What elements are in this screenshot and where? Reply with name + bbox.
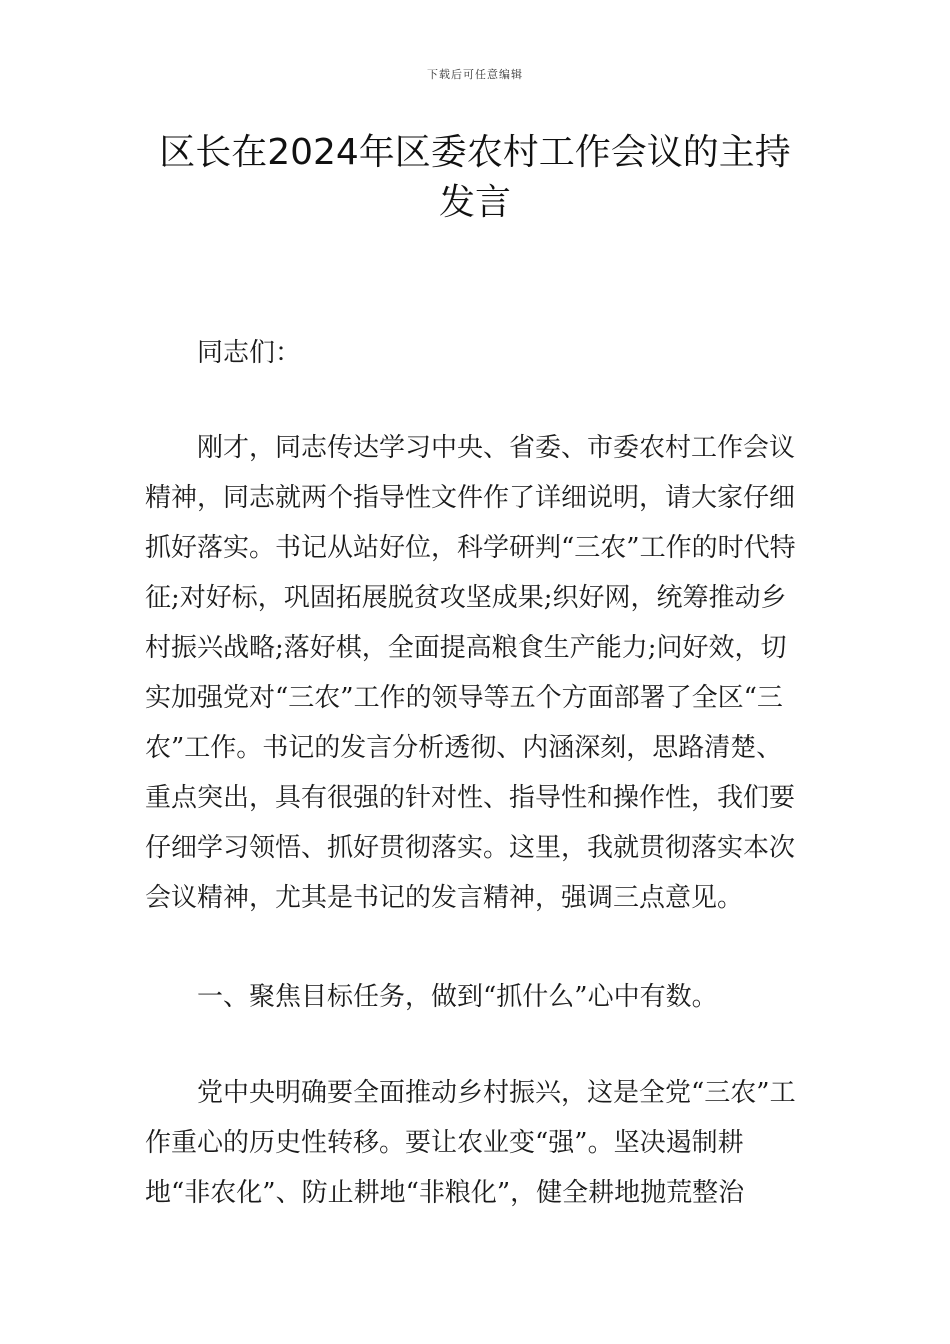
document-title: 区长在2024年区委农村工作会议的主持发言: [159, 132, 791, 223]
section-heading: 一、聚焦目标任务，做到“抓什么”心中有数。: [197, 982, 718, 1012]
paragraph: 党中央明确要全面推动乡村振兴，这是全党“三农”工作重心的历史性转移。要让农业变“强”。坚决遏制耕地“非农化”、防止耕地“非粮化”，健全耕地抛荒整治: [145, 1078, 796, 1208]
greeting: 同志们：: [197, 338, 302, 368]
header-note: 下载后可任意编辑: [427, 68, 523, 81]
paragraph: 刚才，同志传达学习中央、省委、市委农村工作会议精神，同志就两个指导性文件作了详细说明，请大家仔细抓好落实。书记从站好位，科学研判“三农”工作的时代特征;对好标，巩固拓展脱贫攻坚成果;织好网，统筹推动乡村振兴战略;落好棋，全面提高粮食生产能力;问好效，切实加强党对“三农”工作的领导等五个方面部署了全区“三农”工作。书记的发言分析透彻、内涵深刻，思路清楚、重点突出，具有很强的针对性、指导性和操作性，我们要仔细学习领悟、抓好贯彻落实。这里，我就贯彻落实本次会议精神，尤其是书记的发言精神，强调三点意见。: [145, 433, 796, 913]
